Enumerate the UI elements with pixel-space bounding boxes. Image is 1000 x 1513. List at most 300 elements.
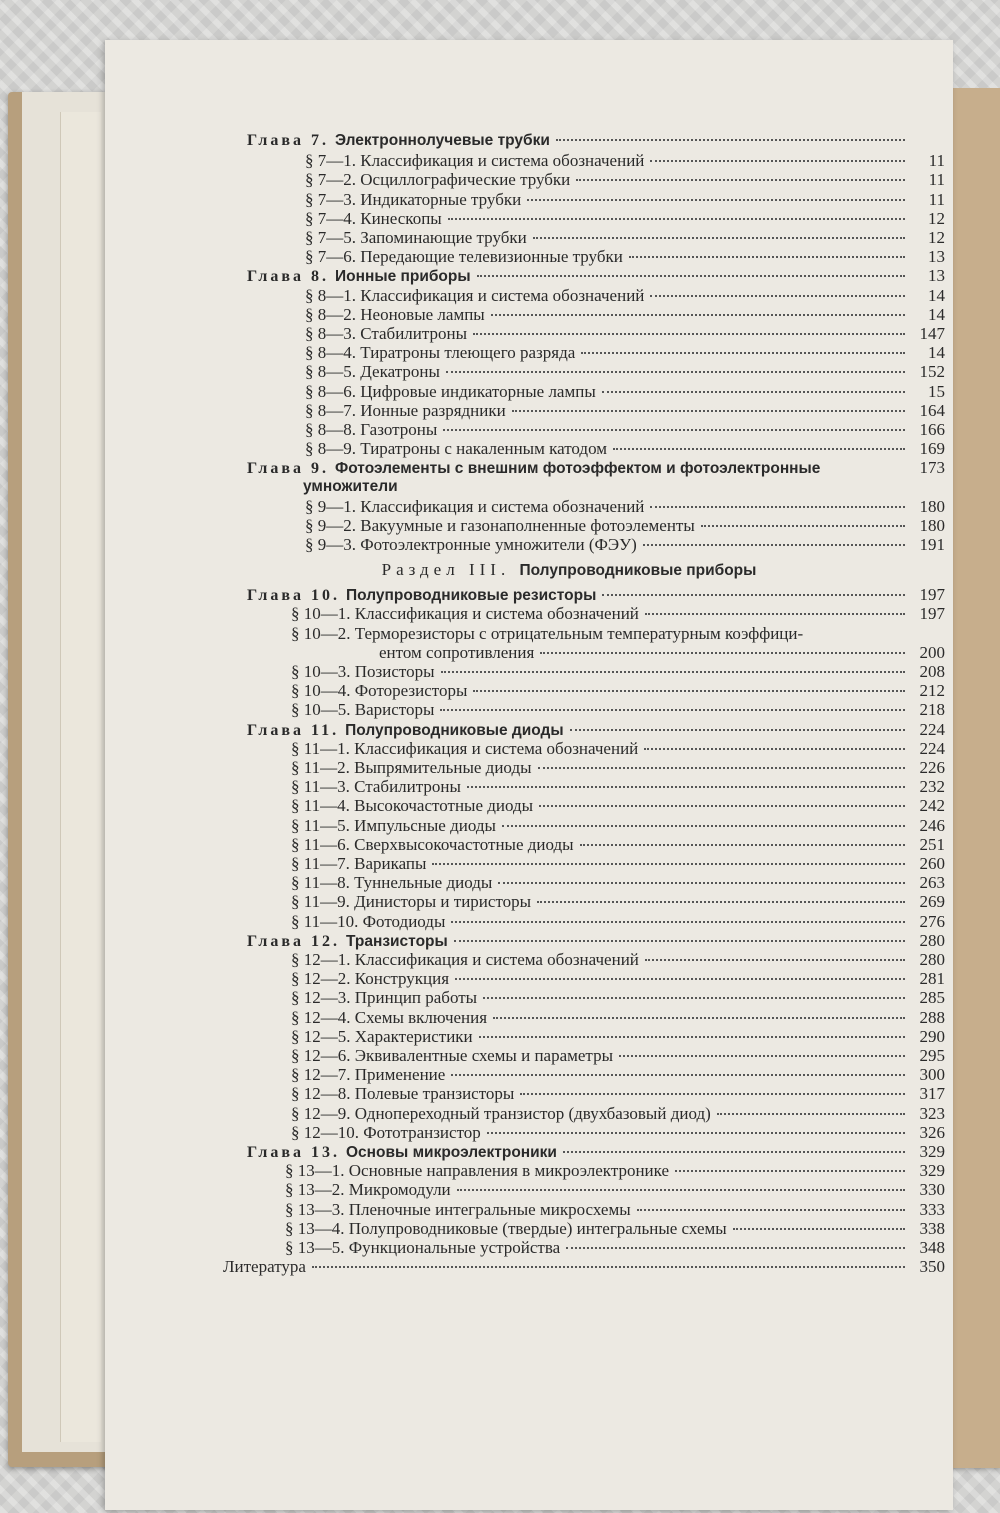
toc-item-8-7-title: [305, 401, 506, 421]
chapter-title: Полупроводниковые резисторы: [346, 587, 597, 605]
page-stack: [60, 112, 101, 1442]
section-title: Однопереходный транзистор (двухбазовый диод): [354, 1103, 711, 1123]
toc-item-11-4[interactable]: [291, 796, 945, 816]
toc-item-12-2-page: 281: [919, 969, 945, 989]
section-title: Микромодули: [348, 1180, 451, 1200]
chapter-label: Глава 12.: [247, 932, 340, 950]
table-of-contents: [105, 40, 953, 1510]
chapter-title: Транзисторы: [346, 932, 448, 950]
toc-item-7-3-title: [305, 190, 521, 210]
toc-item-7-5[interactable]: [305, 228, 945, 248]
toc-item-12-1[interactable]: [291, 950, 945, 970]
toc-item-8-7[interactable]: [305, 401, 945, 421]
leader-dots: [602, 391, 905, 393]
section-title-cont: ентом сопротивления: [379, 642, 535, 662]
section-number: § 7—4.: [305, 208, 361, 228]
toc-item-11-9-page: 269: [919, 892, 945, 912]
section-number: § 8—9.: [305, 439, 361, 459]
leader-dots: [537, 901, 905, 903]
leader-dots: [563, 1151, 905, 1153]
section-title: Фотодиоды: [362, 911, 446, 931]
chapter-13-page: 329: [919, 1141, 945, 1161]
toc-item-8-8-title: [305, 420, 437, 440]
section-title: Основные направления в микроэлектронике: [348, 1161, 670, 1181]
section-title: Фототранзистор: [363, 1122, 481, 1142]
section-number: § 12—8.: [291, 1084, 355, 1104]
chapter-title: Электроннолучевые трубки: [335, 132, 550, 149]
toc-item-8-9[interactable]: [305, 439, 945, 459]
section-number: § 12—9.: [291, 1103, 355, 1123]
section-title: Применение: [354, 1065, 446, 1085]
section-title: Декатроны: [360, 362, 440, 382]
leader-dots: [432, 863, 905, 865]
leader-dots: [520, 1093, 905, 1095]
leader-dots: [733, 1228, 905, 1230]
toc-item-12-9-title: [291, 1104, 711, 1124]
toc-item-9-3-page: 191: [919, 535, 945, 555]
leader-dots: [454, 940, 905, 942]
toc-item-10-5-title: [291, 700, 434, 720]
leader-dots: [487, 1132, 905, 1134]
toc-item-10-5[interactable]: [291, 700, 945, 720]
toc-item-10-4-title: [291, 681, 467, 701]
leader-dots: [580, 844, 905, 846]
toc-item-8-3-title: [305, 324, 467, 344]
toc-item-11-8-page: 263: [919, 873, 945, 893]
toc-item-8-2[interactable]: [305, 305, 945, 325]
leader-dots: [467, 786, 905, 788]
section-title: Классификация и система обозначений: [360, 496, 645, 516]
toc-item-11-6[interactable]: [291, 835, 945, 855]
toc-item-13-4[interactable]: [285, 1219, 945, 1239]
toc-item-11-7-page: 260: [919, 853, 945, 873]
toc-item-7-4-title: [305, 209, 442, 229]
section-title: Варисторы: [354, 700, 435, 720]
toc-item-11-7[interactable]: [291, 854, 945, 874]
toc-item-12-5[interactable]: [291, 1027, 945, 1047]
section-title: Полупроводниковые приборы: [519, 562, 757, 580]
section-title: Фотоэлектронные умножители (ФЭУ): [360, 535, 637, 555]
toc-item-7-2-title: [305, 170, 570, 190]
toc-item-10-2-cont[interactable]: [379, 643, 945, 663]
leader-dots: [451, 1074, 905, 1076]
section-number: § 10—4.: [291, 681, 355, 701]
leader-dots: [527, 199, 905, 201]
toc-item-12-5-page: 290: [919, 1026, 945, 1046]
section-number: § 7—6.: [305, 247, 361, 267]
toc-item-13-3-title: [285, 1200, 631, 1220]
toc-item-8-5[interactable]: [305, 362, 945, 382]
section-number: § 13—4.: [285, 1218, 349, 1238]
toc-item-9-1-page: 180: [919, 496, 945, 516]
section-number: § 11—3.: [291, 777, 355, 797]
section-title: Классификация и система обозначений: [360, 151, 645, 171]
toc-item-13-2[interactable]: [285, 1180, 945, 1200]
literature-title: [223, 1257, 306, 1277]
section-number: § 13—5.: [285, 1237, 349, 1257]
toc-item-11-3[interactable]: [291, 777, 945, 797]
leader-dots: [581, 352, 905, 354]
chapter-11-title: [247, 722, 564, 740]
toc-item-8-1[interactable]: [305, 286, 945, 306]
toc-item-10-3[interactable]: [291, 662, 945, 682]
toc-item-13-4-page: 338: [919, 1218, 945, 1238]
toc-item-13-1-page: 329: [919, 1161, 945, 1181]
section-number: § 12—5.: [291, 1026, 355, 1046]
section-number: § 9—2.: [305, 516, 361, 535]
section-title: Стабилитроны: [360, 324, 468, 343]
toc-item-9-3[interactable]: [305, 535, 945, 555]
toc-item-8-4-title: [305, 343, 575, 363]
toc-item-8-5-title: [305, 362, 440, 382]
chapter-12-title: [247, 933, 448, 951]
toc-item-11-2[interactable]: [291, 758, 945, 778]
section-title: Полевые транзисторы: [354, 1084, 515, 1104]
toc-item-12-3[interactable]: [291, 988, 945, 1008]
toc-item-9-2-title: [305, 516, 695, 536]
section-title: Передающие телевизионные трубки: [360, 247, 623, 267]
toc-item-13-3[interactable]: [285, 1200, 945, 1220]
chapter-9-title: [247, 460, 820, 478]
toc-item-7-1[interactable]: [305, 151, 945, 171]
section-number: § 7—3.: [305, 189, 361, 209]
toc-item-11-9[interactable]: [291, 892, 945, 912]
chapter-title: Фотоэлементы с внешним фотоэффектом и фотоэлектронные: [335, 460, 821, 478]
toc-item-11-5-page: 246: [919, 815, 945, 835]
toc-item-7-6[interactable]: [305, 247, 945, 267]
section-title: Динисторы и тиристоры: [354, 892, 532, 912]
section-number: § 13—3.: [285, 1199, 349, 1219]
toc-item-7-2-page: 11: [928, 170, 945, 190]
leader-dots: [443, 429, 905, 431]
chapter-12[interactable]: [247, 931, 945, 951]
literature-title: Литература: [223, 1257, 306, 1277]
section-number: § 13—2.: [285, 1180, 349, 1200]
toc-item-11-5[interactable]: [291, 816, 945, 836]
section-title: Классификация и система обозначений: [360, 285, 645, 305]
toc-item-13-5[interactable]: [285, 1238, 945, 1258]
section-title: Тиратроны с накаленным катодом: [360, 439, 608, 459]
literature-page: 350: [919, 1257, 945, 1277]
toc-item-11-7-title: [291, 854, 426, 874]
section-title: Запоминающие трубки: [360, 228, 527, 247]
toc-item-9-1-title: [305, 497, 644, 517]
leader-dots: [455, 978, 905, 980]
chapter-12-page: 280: [919, 930, 945, 950]
section-number: § 8—1.: [305, 285, 361, 305]
toc-item-8-7-page: 164: [919, 400, 945, 420]
leader-dots: [539, 805, 905, 807]
leader-dots: [477, 275, 905, 277]
chapter-label: Глава 13.: [247, 1143, 340, 1161]
toc-item-12-6[interactable]: [291, 1046, 945, 1066]
section-number: § 10—5.: [291, 700, 355, 720]
leader-dots: [473, 333, 905, 335]
leader-dots: [440, 709, 905, 711]
leader-dots: [675, 1170, 905, 1172]
toc-item-7-5-page: 12: [928, 228, 945, 247]
toc-item-12-10-title: [291, 1123, 481, 1143]
toc-item-10-2-cont-title: [379, 643, 534, 663]
toc-item-8-4[interactable]: [305, 343, 945, 363]
toc-item-9-2[interactable]: [305, 516, 945, 536]
section-number: § 8—2.: [305, 304, 361, 324]
section-title: Фоторезисторы: [354, 681, 468, 701]
toc-item-12-6-page: 295: [919, 1045, 945, 1065]
leader-dots: [717, 1113, 905, 1115]
section-label: Раздел III.: [381, 560, 520, 580]
toc-item-12-4[interactable]: [291, 1008, 945, 1028]
leader-dots: [498, 882, 905, 884]
chapter-label: Глава 10.: [247, 587, 340, 605]
toc-item-8-1-page: 14: [928, 285, 945, 305]
toc-item-12-4-page: 288: [919, 1007, 945, 1027]
toc-item-8-4-page: 14: [928, 343, 945, 363]
section-title: Характеристики: [354, 1026, 473, 1046]
leader-dots: [540, 652, 905, 654]
section-number: § 7—2.: [305, 170, 361, 190]
toc-item-7-1-title: [305, 151, 644, 171]
leader-dots: [570, 729, 905, 731]
toc-item-13-3-page: 333: [919, 1199, 945, 1219]
toc-item-12-9[interactable]: [291, 1104, 945, 1124]
section-number: § 12—2.: [291, 969, 355, 989]
toc-item-13-4-title: [285, 1219, 727, 1239]
toc-item-10-2[interactable]: [291, 624, 945, 644]
leader-dots: [538, 767, 905, 769]
section-number: § 11—2.: [291, 757, 355, 777]
section-title: Терморезисторы с отрицательным температурным коэффици-: [354, 623, 804, 643]
section-number: § 12—3.: [291, 988, 355, 1008]
leader-dots: [602, 594, 905, 596]
toc-item-8-5-page: 152: [919, 362, 945, 382]
toc-item-7-5-title: [305, 228, 527, 248]
chapter-title: Ионные приборы: [335, 268, 471, 286]
toc-item-8-2-title: [305, 305, 485, 325]
leader-dots: [312, 1266, 905, 1268]
section-title: Ионные разрядники: [360, 400, 506, 420]
chapter-7[interactable]: [247, 132, 945, 152]
toc-item-11-1-page: 224: [919, 738, 945, 758]
section-title: Импульсные диоды: [354, 815, 496, 835]
toc-item-11-9-title: [291, 892, 531, 912]
toc-item-8-3-page: 147: [919, 324, 945, 343]
section-title: Позисторы: [354, 661, 435, 681]
chapter-9-page: 173: [919, 458, 945, 478]
chapter-title: Основы микроэлектроники: [346, 1143, 557, 1161]
chapter-13-title: [247, 1144, 557, 1162]
toc-item-12-1-page: 280: [919, 949, 945, 969]
leader-dots: [441, 671, 905, 673]
toc-item-12-8[interactable]: [291, 1084, 945, 1104]
toc-item-7-4[interactable]: [305, 209, 945, 229]
leader-dots: [473, 690, 905, 692]
chapter-8-page: 13: [928, 266, 945, 286]
toc-item-12-2[interactable]: [291, 969, 945, 989]
section-number: § 12—4.: [291, 1007, 355, 1027]
section-title: Эквивалентные схемы и параметры: [354, 1045, 613, 1065]
toc-item-10-2-cont-page: 200: [919, 642, 945, 662]
chapter-10-page: 197: [919, 585, 945, 605]
leader-dots: [457, 1189, 905, 1191]
toc-item-11-10[interactable]: [291, 912, 945, 932]
toc-item-12-9-page: 323: [919, 1103, 945, 1123]
toc-item-13-5-page: 348: [919, 1237, 945, 1257]
section-title: Схемы включения: [354, 1007, 488, 1027]
section-title: Выпрямительные диоды: [354, 757, 532, 777]
section-title: Стабилитроны: [354, 777, 461, 797]
leader-dots: [650, 506, 905, 508]
toc-item-12-2-title: [291, 969, 449, 989]
toc-item-9-2-page: 180: [919, 516, 945, 535]
section-title: Сверхвысокочастотные диоды: [354, 834, 574, 854]
toc-item-10-1-title: [291, 604, 639, 624]
literature[interactable]: [223, 1257, 945, 1277]
toc-item-7-1-page: 11: [928, 151, 945, 171]
section-number: § 12—10.: [291, 1122, 364, 1142]
section-number: § 7—5.: [305, 228, 361, 247]
toc-item-9-1[interactable]: [305, 497, 945, 517]
leader-dots: [619, 1055, 905, 1057]
section-title: Цифровые индикаторные лампы: [360, 381, 596, 401]
chapter-13[interactable]: [247, 1142, 945, 1162]
toc-item-11-3-title: [291, 777, 461, 797]
toc-item-7-3[interactable]: [305, 190, 945, 210]
toc-item-12-5-title: [291, 1027, 473, 1047]
toc-item-11-10-page: 276: [919, 911, 945, 931]
toc-item-10-4[interactable]: [291, 681, 945, 701]
chapter-10-title: [247, 587, 596, 605]
leader-dots: [451, 921, 905, 923]
toc-item-11-5-title: [291, 816, 496, 836]
toc-item-8-8[interactable]: [305, 420, 945, 440]
toc-item-11-10-title: [291, 912, 445, 932]
toc-item-10-1[interactable]: [291, 604, 945, 624]
section-number: § 8—6.: [305, 381, 361, 401]
toc-item-12-3-page: 285: [919, 988, 945, 1008]
leader-dots: [650, 160, 905, 162]
toc-item-8-6-title: [305, 382, 596, 402]
section-title: Классификация и система обозначений: [354, 604, 639, 624]
section-number: § 8—7.: [305, 400, 361, 420]
chapter-11[interactable]: [247, 720, 945, 740]
section-number: § 10—1.: [291, 604, 355, 624]
leader-dots: [448, 218, 905, 220]
toc-item-8-6[interactable]: [305, 382, 945, 402]
toc-item-8-2-page: 14: [928, 304, 945, 324]
toc-item-8-3[interactable]: [305, 324, 945, 344]
section-title: Вакуумные и газонаполненные фотоэлементы: [360, 516, 695, 535]
chapter-label: Глава 11.: [247, 721, 340, 739]
section-title: Принцип работы: [354, 988, 478, 1008]
section-number: § 12—6.: [291, 1045, 355, 1065]
toc-item-13-1[interactable]: [285, 1161, 945, 1181]
section-number: § 11—5.: [291, 815, 355, 835]
toc-item-11-8[interactable]: [291, 873, 945, 893]
chapter-label: Глава 7.: [247, 132, 329, 149]
toc-item-12-10[interactable]: [291, 1123, 945, 1143]
toc-item-13-2-title: [285, 1180, 451, 1200]
section-number: § 8—3.: [305, 324, 361, 343]
section-number: § 11—10.: [291, 911, 363, 931]
section-title: Туннельные диоды: [354, 873, 493, 893]
toc-item-12-7[interactable]: [291, 1065, 945, 1085]
leader-dots: [650, 295, 905, 297]
leader-dots: [566, 1247, 905, 1249]
section-number: § 8—4.: [305, 343, 361, 363]
section-title: Конструкция: [354, 969, 450, 989]
leader-dots: [502, 825, 905, 827]
leader-dots: [613, 448, 905, 450]
toc-item-7-4-page: 12: [928, 208, 945, 228]
toc-item-10-3-page: 208: [919, 661, 945, 681]
toc-item-8-9-title: [305, 439, 607, 459]
toc-item-12-8-page: 317: [919, 1084, 945, 1104]
toc-item-13-1-title: [285, 1161, 669, 1181]
toc-item-12-7-title: [291, 1065, 445, 1085]
toc-item-11-1-title: [291, 739, 638, 759]
leader-dots: [493, 1017, 905, 1019]
toc-item-11-6-title: [291, 835, 574, 855]
section-number: § 8—5.: [305, 362, 361, 382]
chapter-title: Полупроводниковые диоды: [345, 721, 564, 739]
section-number: § 9—1.: [305, 496, 361, 516]
leader-dots: [576, 179, 905, 181]
leader-dots: [637, 1209, 905, 1211]
chapter-10[interactable]: [247, 585, 945, 605]
toc-item-11-2-page: 226: [919, 757, 945, 777]
chapter-8[interactable]: [247, 266, 945, 286]
toc-item-12-7-page: 300: [919, 1065, 945, 1085]
leader-dots: [643, 544, 905, 546]
leader-dots: [556, 139, 905, 141]
toc-item-10-5-page: 218: [919, 700, 945, 720]
toc-item-9-3-title: [305, 535, 637, 555]
section-title: Функциональные устройства: [348, 1237, 561, 1257]
toc-item-7-3-page: 11: [928, 189, 945, 209]
section-number: § 10—3.: [291, 661, 355, 681]
leader-dots: [533, 237, 905, 239]
toc-item-11-6-page: 251: [919, 834, 945, 854]
section-number: § 11—1.: [291, 738, 355, 758]
toc-item-11-2-title: [291, 758, 532, 778]
section-number: § 11—4.: [291, 796, 355, 816]
leader-dots: [512, 410, 905, 412]
section-number: § 10—2.: [291, 623, 355, 643]
leader-dots: [491, 314, 905, 316]
toc-item-7-6-title: [305, 247, 623, 267]
toc-item-10-3-title: [291, 662, 435, 682]
chapter-9[interactable]: [247, 458, 945, 478]
toc-item-11-1[interactable]: [291, 739, 945, 759]
leader-dots: [645, 613, 905, 615]
chapter-label: Глава 9.: [247, 460, 329, 478]
toc-item-11-4-title: [291, 796, 533, 816]
leader-dots: [483, 997, 905, 999]
chapter-7-title: [247, 132, 550, 150]
leader-dots: [645, 959, 905, 961]
toc-item-8-1-title: [305, 286, 644, 306]
section-heading: [105, 560, 993, 580]
section-title: Осциллографические трубки: [360, 170, 571, 190]
toc-item-13-2-page: 330: [919, 1180, 945, 1200]
chapter-9-title-cont: умножители: [303, 477, 398, 495]
section-title: Высокочастотные диоды: [354, 796, 534, 816]
toc-item-12-3-title: [291, 988, 477, 1008]
toc-item-12-4-title: [291, 1008, 487, 1028]
toc-item-7-2[interactable]: [305, 170, 945, 190]
section-number: § 12—1.: [291, 949, 355, 969]
